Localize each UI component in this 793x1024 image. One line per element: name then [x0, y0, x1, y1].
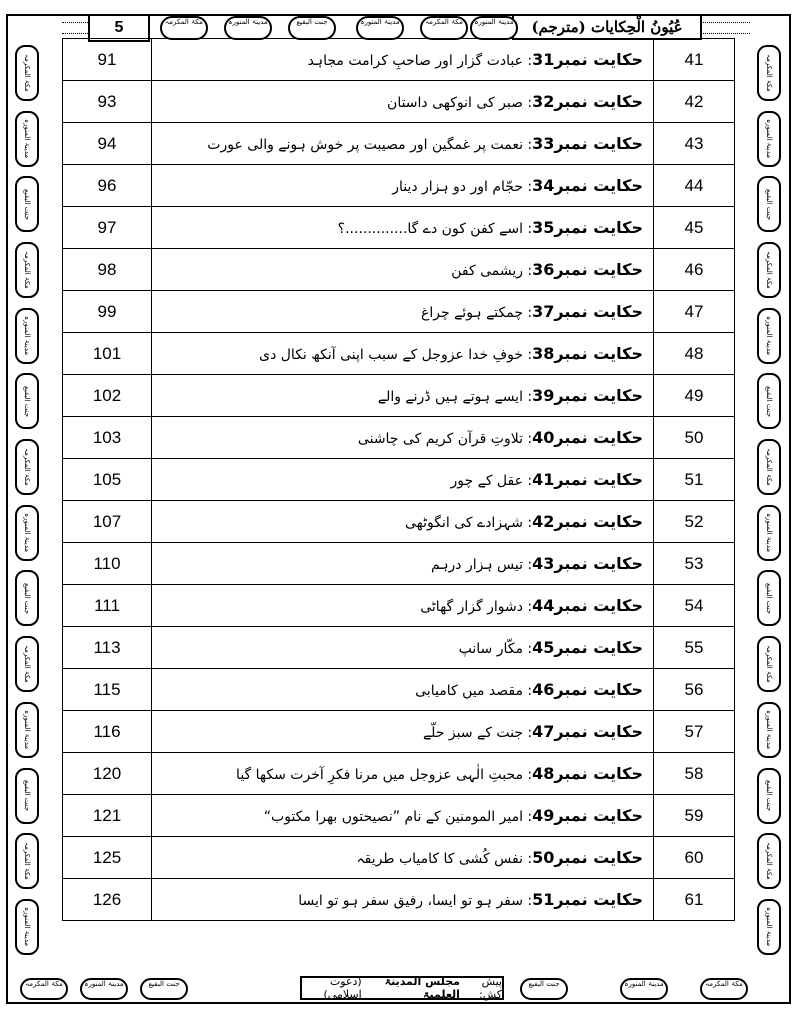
story-number: 37	[532, 302, 555, 321]
title-cell	[152, 711, 654, 753]
contents-table	[62, 38, 735, 921]
side-badge: مدینۃ المنورہ	[757, 899, 781, 955]
side-badge: جنت البقیع	[15, 768, 39, 824]
colon: :	[522, 53, 533, 69]
serial-cell: 57	[654, 711, 735, 753]
title-cell	[152, 123, 654, 165]
side-badge: جنت البقیع	[15, 373, 39, 429]
table-row	[63, 795, 735, 837]
title-cell	[152, 837, 654, 879]
table-row	[63, 333, 735, 375]
story-label: حکایت نمبر	[554, 680, 643, 699]
story-label: حکایت نمبر	[554, 176, 643, 195]
colon: :	[522, 305, 533, 321]
story-number: 36	[532, 260, 555, 279]
colon: :	[522, 683, 533, 699]
colon: :	[522, 263, 533, 279]
colon: :	[522, 347, 533, 363]
page-cell: 94	[63, 123, 152, 165]
story-label: حکایت نمبر	[554, 554, 643, 573]
title-cell	[152, 501, 654, 543]
serial-cell: 58	[654, 753, 735, 795]
serial-cell: 60	[654, 837, 735, 879]
story-title: مقصد میں کامیابی	[415, 683, 523, 699]
page-cell: 98	[63, 249, 152, 291]
colon: :	[522, 389, 533, 405]
story-number: 46	[532, 680, 555, 699]
story-number: 47	[532, 722, 555, 741]
story-number: 34	[532, 176, 555, 195]
side-badge: جنت البقیع	[757, 768, 781, 824]
serial-cell: 50	[654, 417, 735, 459]
side-badge: مکۃ المکرمہ	[757, 833, 781, 889]
side-badge: مدینۃ المنورہ	[757, 308, 781, 364]
story-label: حکایت نمبر	[554, 50, 643, 69]
story-title: خوفِ خدا عزوجل کے سبب اپنی آنکھ نکال دی	[259, 347, 523, 363]
story-title: دشوار گزار گھاٹی	[420, 599, 523, 615]
story-label: حکایت نمبر	[554, 428, 643, 447]
page-cell: 91	[63, 39, 152, 81]
title-cell	[152, 459, 654, 501]
colon: :	[522, 515, 533, 531]
story-number: 48	[532, 764, 555, 783]
story-title: نعمت پر غمگین اور مصیبت پر خوش ہونے والی عورت	[207, 137, 523, 153]
table-row	[63, 669, 735, 711]
story-label: حکایت نمبر	[554, 218, 643, 237]
page-cell: 102	[63, 375, 152, 417]
ornament	[62, 22, 88, 34]
serial-cell: 45	[654, 207, 735, 249]
table-row	[63, 711, 735, 753]
title-cell	[152, 291, 654, 333]
title-cell	[152, 627, 654, 669]
footer-badge: جنت البقیع	[520, 978, 568, 1000]
story-number: 35	[532, 218, 555, 237]
page-cell: 111	[63, 585, 152, 627]
book-title: عُیُونُ الْحِکایات (مترجم)	[512, 14, 702, 40]
colon: :	[522, 557, 533, 573]
table-row	[63, 39, 735, 81]
story-number: 42	[532, 512, 555, 531]
title-cell	[152, 207, 654, 249]
title-cell	[152, 81, 654, 123]
table-row	[63, 375, 735, 417]
colon: :	[522, 893, 533, 909]
publisher-name: مجلس المدینۃ العلمیۃ	[384, 975, 460, 1001]
serial-cell: 43	[654, 123, 735, 165]
side-badge: مکۃ المکرمہ	[15, 439, 39, 495]
colon: :	[522, 725, 533, 741]
title-cell	[152, 669, 654, 711]
story-label: حکایت نمبر	[554, 134, 643, 153]
page-cell: 107	[63, 501, 152, 543]
page-cell: 125	[63, 837, 152, 879]
story-title: چمکتے ہوئے چراغ	[421, 305, 523, 321]
story-number: 40	[532, 428, 555, 447]
footer-badge: مکۃ المکرمہ	[20, 978, 68, 1000]
page-cell: 121	[63, 795, 152, 837]
story-label: حکایت نمبر	[554, 806, 643, 825]
story-label: حکایت نمبر	[554, 260, 643, 279]
table-row	[63, 417, 735, 459]
colon: :	[522, 137, 533, 153]
side-badge: مکۃ المکرمہ	[15, 45, 39, 101]
table-row	[63, 207, 735, 249]
side-badge: مدینۃ المنورہ	[15, 505, 39, 561]
story-title: محبتِ الٰہی عزوجل میں مرنا فکرِ آخرت سکھا گیا	[236, 767, 523, 783]
side-badge: مدینۃ المنورہ	[757, 505, 781, 561]
serial-cell: 53	[654, 543, 735, 585]
title-cell	[152, 249, 654, 291]
story-title: تلاوتِ قرآن کریم کی چاشنی	[357, 431, 523, 447]
serial-cell: 51	[654, 459, 735, 501]
title-cell	[152, 375, 654, 417]
publisher-org: (دعوت اسلامی)	[323, 975, 362, 1001]
footer-badge: مکۃ المکرمہ	[700, 978, 748, 1000]
header-badge: مدینۃ المنورہ	[224, 16, 272, 40]
page-cell: 105	[63, 459, 152, 501]
page-number: 5	[88, 14, 150, 42]
serial-cell: 61	[654, 879, 735, 921]
table-row	[63, 459, 735, 501]
footer-badge: جنت البقیع	[140, 978, 188, 1000]
serial-cell: 42	[654, 81, 735, 123]
side-badge: مکۃ المکرمہ	[757, 636, 781, 692]
story-number: 39	[532, 386, 555, 405]
story-title: نفس کُشی کا کامیاب طریقہ	[356, 851, 523, 867]
colon: :	[522, 221, 533, 237]
colon: :	[522, 431, 533, 447]
side-badge: مدینۃ المنورہ	[15, 111, 39, 167]
story-number: 43	[532, 554, 555, 573]
side-badge: مدینۃ المنورہ	[15, 308, 39, 364]
story-number: 49	[532, 806, 555, 825]
story-title: صبر کی انوکھی داستان	[387, 95, 523, 111]
story-label: حکایت نمبر	[554, 470, 643, 489]
title-cell	[152, 585, 654, 627]
colon: :	[522, 473, 533, 489]
colon: :	[522, 641, 533, 657]
table-row	[63, 543, 735, 585]
page-cell: 113	[63, 627, 152, 669]
story-label: حکایت نمبر	[554, 386, 643, 405]
page-cell: 96	[63, 165, 152, 207]
page-cell: 115	[63, 669, 152, 711]
story-title: حجّام اور دو ہزار دینار	[392, 179, 523, 195]
title-cell	[152, 333, 654, 375]
story-label: حکایت نمبر	[554, 302, 643, 321]
serial-cell: 52	[654, 501, 735, 543]
story-number: 41	[532, 470, 555, 489]
story-number: 38	[532, 344, 555, 363]
colon: :	[522, 179, 533, 195]
colon: :	[522, 851, 533, 867]
table-row	[63, 249, 735, 291]
story-title: عقل کے چور	[450, 473, 523, 489]
side-badge: مدینۃ المنورہ	[757, 702, 781, 758]
side-badge: مدینۃ المنورہ	[15, 702, 39, 758]
footer-prefix: پیش کش:	[479, 975, 502, 1001]
serial-cell: 56	[654, 669, 735, 711]
header-badge: مدینۃ المنورہ	[470, 16, 518, 40]
table-row	[63, 837, 735, 879]
story-title: عبادت گزار اور صاحبِ کرامت مجاہد	[307, 53, 523, 69]
serial-cell: 46	[654, 249, 735, 291]
right-ornament-column	[752, 40, 786, 960]
header-badge: مکۃ المکرمہ	[420, 16, 468, 40]
footer-badge: مدینۃ المنورہ	[620, 978, 668, 1000]
left-ornament-column	[10, 40, 44, 960]
side-badge: جنت البقیع	[15, 570, 39, 626]
title-cell	[152, 39, 654, 81]
story-title: تیس ہزار درہم	[431, 557, 523, 573]
page-cell: 110	[63, 543, 152, 585]
story-label: حکایت نمبر	[554, 596, 643, 615]
page-cell: 101	[63, 333, 152, 375]
table-row	[63, 165, 735, 207]
serial-cell: 48	[654, 333, 735, 375]
table-row	[63, 627, 735, 669]
serial-cell: 49	[654, 375, 735, 417]
story-label: حکایت نمبر	[554, 848, 643, 867]
title-cell	[152, 879, 654, 921]
story-title: جنت کے سبز حلّے	[422, 725, 523, 741]
story-number: 51	[532, 890, 555, 909]
story-number: 32	[532, 92, 555, 111]
story-title: امیر المومنین کے نام ”نصیحتوں بھرا مکتوب“	[263, 809, 523, 825]
table-row	[63, 291, 735, 333]
story-label: حکایت نمبر	[554, 638, 643, 657]
story-number: 33	[532, 134, 555, 153]
story-title: ایسے ہوتے ہیں ڈرنے والے	[377, 389, 523, 405]
ornament	[700, 22, 750, 34]
side-badge: مدینۃ المنورہ	[757, 111, 781, 167]
page-cell: 99	[63, 291, 152, 333]
story-title: ریشمی کفن	[451, 263, 523, 279]
title-cell	[152, 165, 654, 207]
title-cell	[152, 753, 654, 795]
side-badge: مدینۃ المنورہ	[15, 899, 39, 955]
table-row	[63, 123, 735, 165]
story-number: 50	[532, 848, 555, 867]
story-number: 45	[532, 638, 555, 657]
side-badge: مکۃ المکرمہ	[15, 242, 39, 298]
page-cell: 93	[63, 81, 152, 123]
story-label: حکایت نمبر	[554, 764, 643, 783]
title-cell	[152, 543, 654, 585]
footer-publisher	[300, 976, 504, 1000]
story-title: شہزادے کی انگوٹھی	[404, 515, 523, 531]
side-badge: جنت البقیع	[757, 373, 781, 429]
side-badge: مکۃ المکرمہ	[15, 833, 39, 889]
serial-cell: 44	[654, 165, 735, 207]
story-title: اسے کفن کون دے گا..............؟	[337, 221, 523, 237]
page-cell: 97	[63, 207, 152, 249]
colon: :	[522, 767, 533, 783]
header-badge: مدینۃ المنورہ	[356, 16, 404, 40]
side-badge: مکۃ المکرمہ	[15, 636, 39, 692]
serial-cell: 59	[654, 795, 735, 837]
serial-cell: 47	[654, 291, 735, 333]
story-label: حکایت نمبر	[554, 890, 643, 909]
side-badge: مکۃ المکرمہ	[757, 242, 781, 298]
title-cell	[152, 795, 654, 837]
side-badge: مکۃ المکرمہ	[757, 45, 781, 101]
story-title: سفر ہو تو ایسا، رفیق سفر ہو تو ایسا	[298, 893, 523, 909]
header-badge: مکۃ المکرمہ	[160, 16, 208, 40]
page-cell: 120	[63, 753, 152, 795]
table-row	[63, 585, 735, 627]
table-row	[63, 81, 735, 123]
title-cell	[152, 417, 654, 459]
footer-badge: مدینۃ المنورہ	[80, 978, 128, 1000]
story-number: 31	[532, 50, 555, 69]
colon: :	[522, 95, 533, 111]
colon: :	[522, 809, 533, 825]
page-cell: 126	[63, 879, 152, 921]
page-cell: 103	[63, 417, 152, 459]
story-label: حکایت نمبر	[554, 92, 643, 111]
colon: :	[522, 599, 533, 615]
side-badge: جنت البقیع	[757, 570, 781, 626]
serial-cell: 41	[654, 39, 735, 81]
header-badge: جنت البقیع	[288, 16, 336, 40]
side-badge: جنت البقیع	[757, 176, 781, 232]
serial-cell: 55	[654, 627, 735, 669]
table-row	[63, 753, 735, 795]
serial-cell: 54	[654, 585, 735, 627]
story-label: حکایت نمبر	[554, 722, 643, 741]
table-row	[63, 501, 735, 543]
side-badge: مکۃ المکرمہ	[757, 439, 781, 495]
story-number: 44	[532, 596, 555, 615]
page-cell: 116	[63, 711, 152, 753]
story-label: حکایت نمبر	[554, 512, 643, 531]
table-row	[63, 879, 735, 921]
story-title: مکّار سانپ	[458, 641, 523, 657]
story-label: حکایت نمبر	[554, 344, 643, 363]
side-badge: جنت البقیع	[15, 176, 39, 232]
